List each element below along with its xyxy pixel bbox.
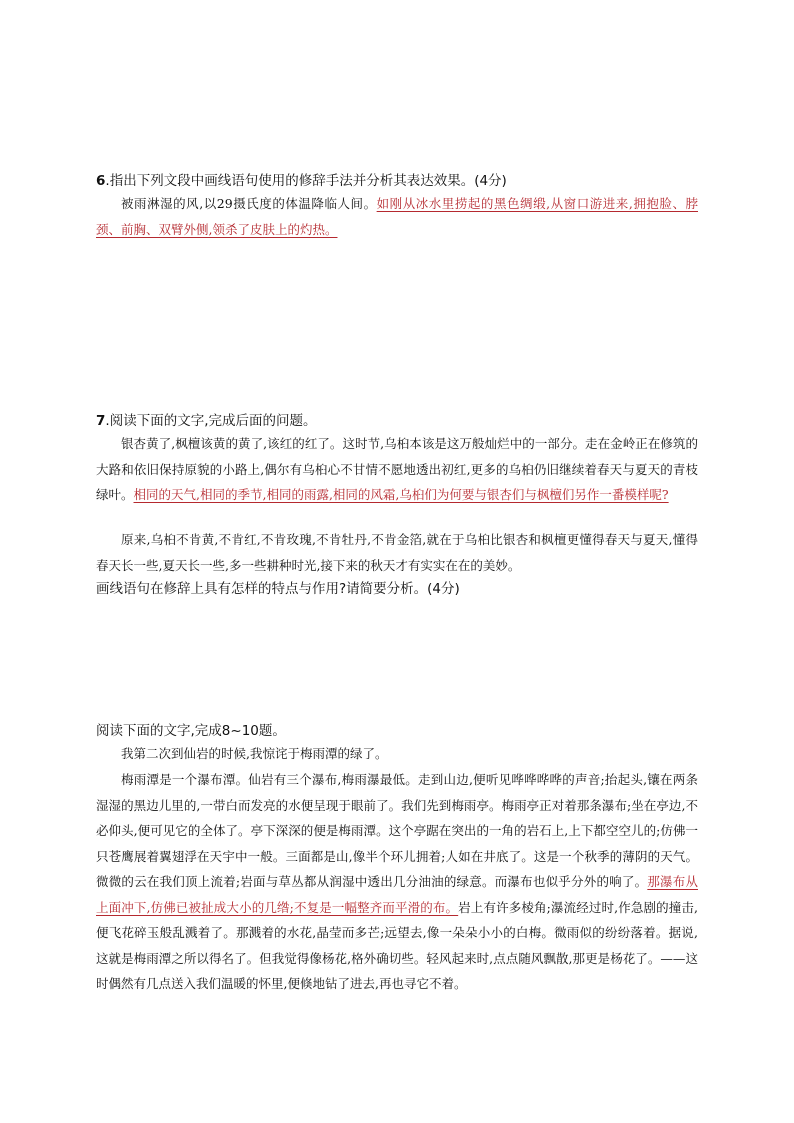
question-7-number: 7	[96, 413, 106, 429]
passage-text: 被雨淋湿的风,以29摄氏度的体温降临人间。	[121, 196, 377, 211]
question-6-title	[96, 172, 507, 190]
question-7-title-text: .阅读下面的文字,完成后面的问题。	[105, 413, 317, 429]
question-7-title	[96, 412, 317, 430]
question-7-prompt: 画线语句在修辞上具有怎样的特点与作用?请简要分析。(4分)	[96, 581, 460, 597]
question-8-passage-1: 我第二次到仙岩的时候,我惊诧于梅雨潭的绿了。	[121, 746, 388, 761]
passage-text: 梅雨潭是一个瀑布潭。仙岩有三个瀑布,梅雨瀑最低。走到山边,便听见哗哗哗哗的声音;抬起头,镶在两条湿湿的黑边儿里的,一带白而发亮的水便呈现于眼前了。我们先到梅雨亭。梅雨亭正对着那条瀑布;坐在亭边,不必仰头,便可见它的全体了。亭下深深的便是梅雨潭。这个亭踞在突出的一角的岩石上,上下都空空儿的;仿佛一只苍鹰展着翼翅浮在天宇中一般。三面都是山,像半个环儿拥着;人如在井底了。这是一个秋季的薄阴的天气。微微的云在我们顶上流着;岩面与草丛都从润湿中透出几分油油的绿意。而瀑布也似乎分外的响了。	[96, 772, 698, 889]
underlined-sentence: 如刚从冰水里捞起的黑色绸缎,从窗口游进来,拥抱脸、脖颈、前胸、双臂外侧,领杀了皮肤上的灼热。	[96, 196, 698, 237]
question-7-passage-2	[96, 527, 698, 578]
question-6-number: 6	[96, 173, 106, 189]
question-8-passage-2	[96, 767, 698, 997]
question-7-passage-1	[96, 431, 698, 508]
underlined-sentence: 相同的天气,相同的季节,相同的雨露,相同的风霜,乌桕们为何要与银杏们与枫檀们另作一番模样呢?	[133, 487, 669, 502]
passage-text: 岩上有许多棱角;瀑流经过时,作急剧的撞击,便飞花碎玉般乱溅着了。那溅着的水花,晶莹而多芒;远望去,像一朵朵小小的白梅。微雨似的纷纷落着。据说,这就是梅雨潭之所以得名了。但我觉得像杨花,格外确切些。轻风起来时,点点随风飘散,那更是杨花了。——这时偶然有几点送入我们温暖的怀里,便倏地钻了进去,再也寻它不着。	[96, 899, 698, 991]
question-8-10-title: 阅读下面的文字,完成8~10题。	[96, 723, 286, 739]
underlined-sentence: 那瀑布从上面冲下,仿佛已被扯成大小的几绺;不复是一幅整齐而平滑的布。	[96, 874, 698, 915]
question-6-title-text: .指出下列文段中画线语句使用的修辞手法并分析其表达效果。(4分)	[105, 173, 507, 189]
question-6-passage	[96, 191, 698, 242]
passage-text: 银杏黄了,枫檀该黄的黄了,该红的红了。这时节,乌桕本该是这万般灿烂中的一部分。走在金岭正在修筑的大路和依旧保持原貌的小路上,偶尔有乌桕心不甘情不愿地透出初红,更多的乌桕仍旧继续着春天与夏天的青枝绿叶。	[96, 436, 698, 502]
passage-text: 原来,乌桕不肯黄,不肯红,不肯玫瑰,不肯牡丹,不肯金箔,就在于乌桕比银杏和枫檀更懂得春天与夏天,懂得春天长一些,夏天长一些,多一些耕种时光,接下来的秋天才有实实在在的美妙。	[96, 532, 698, 573]
